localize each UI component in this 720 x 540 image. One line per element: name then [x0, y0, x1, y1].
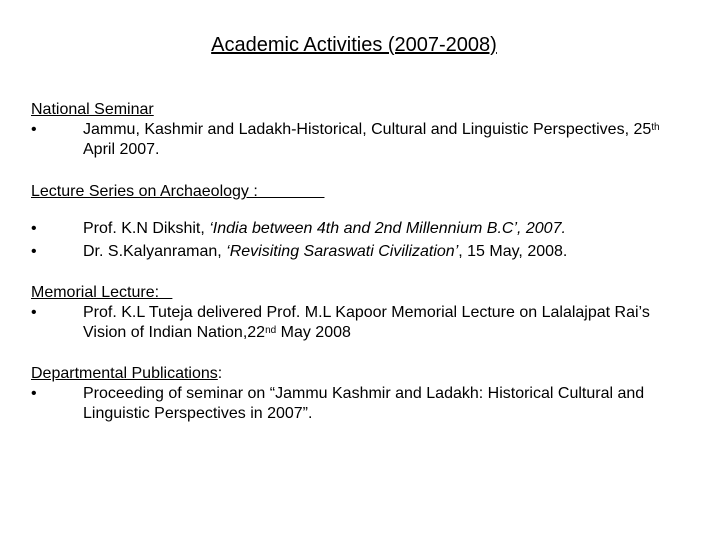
bullet: •	[31, 385, 37, 402]
bullet: •	[31, 220, 37, 237]
publications-item-text: Proceeding of seminar on “Jammu Kashmir and Ladakh: Historical Cultural and Linguistic Perspectives in 2007”.	[83, 385, 645, 422]
memorial-lecture-heading: Memorial Lecture:	[31, 284, 173, 301]
lecture-item-pre: Prof. K.N Dikshit,	[83, 220, 210, 237]
lecture-series-list	[31, 219, 691, 262]
departmental-publications-section	[31, 364, 691, 424]
lecture-item-pre: Dr. S.Kalyanraman,	[83, 243, 227, 260]
lecture-item	[31, 242, 691, 262]
seminar-item-text: Jammu, Kashmir and Ladakh-Historical, Cultural and Linguistic Perspectives, 25	[83, 121, 652, 138]
lecture-item-post: , 15 May, 2008.	[458, 243, 568, 260]
bullet: •	[31, 304, 37, 321]
bullet: •	[31, 121, 37, 138]
lecture-item-italic: ‘Revisiting Saraswati Civilization’	[226, 243, 459, 260]
seminar-item-sup: th	[651, 122, 660, 133]
memorial-item-tail: May 2008	[276, 324, 351, 341]
memorial-lecture-item	[31, 303, 691, 343]
memorial-lecture-section	[31, 283, 691, 343]
publications-heading-line	[31, 364, 691, 384]
national-seminar-section	[31, 100, 691, 160]
publications-heading: Departmental Publications	[31, 365, 218, 382]
national-seminar-heading: National Seminar	[31, 101, 154, 118]
bullet: •	[31, 243, 37, 260]
lecture-item-italic: ‘India between 4th and 2nd Millennium B.C’, 2007.	[209, 220, 566, 237]
lecture-item	[31, 219, 691, 239]
lecture-series-heading: Lecture Series on Archaeology :	[31, 183, 325, 200]
slide-title: Academic Activities (2007-2008)	[211, 34, 497, 56]
publications-item	[31, 384, 691, 424]
seminar-item-tail: April 2007.	[83, 141, 160, 158]
lecture-series-heading-block	[31, 182, 691, 202]
memorial-item-text: Prof. K.L Tuteja delivered Prof. M.L Kapoor Memorial Lecture on Lalalajpat Rai’s Vision of Indian Nation,22	[83, 304, 650, 341]
memorial-item-sup: nd	[265, 325, 277, 336]
national-seminar-item	[31, 120, 691, 160]
publications-heading-colon: :	[217, 365, 223, 382]
